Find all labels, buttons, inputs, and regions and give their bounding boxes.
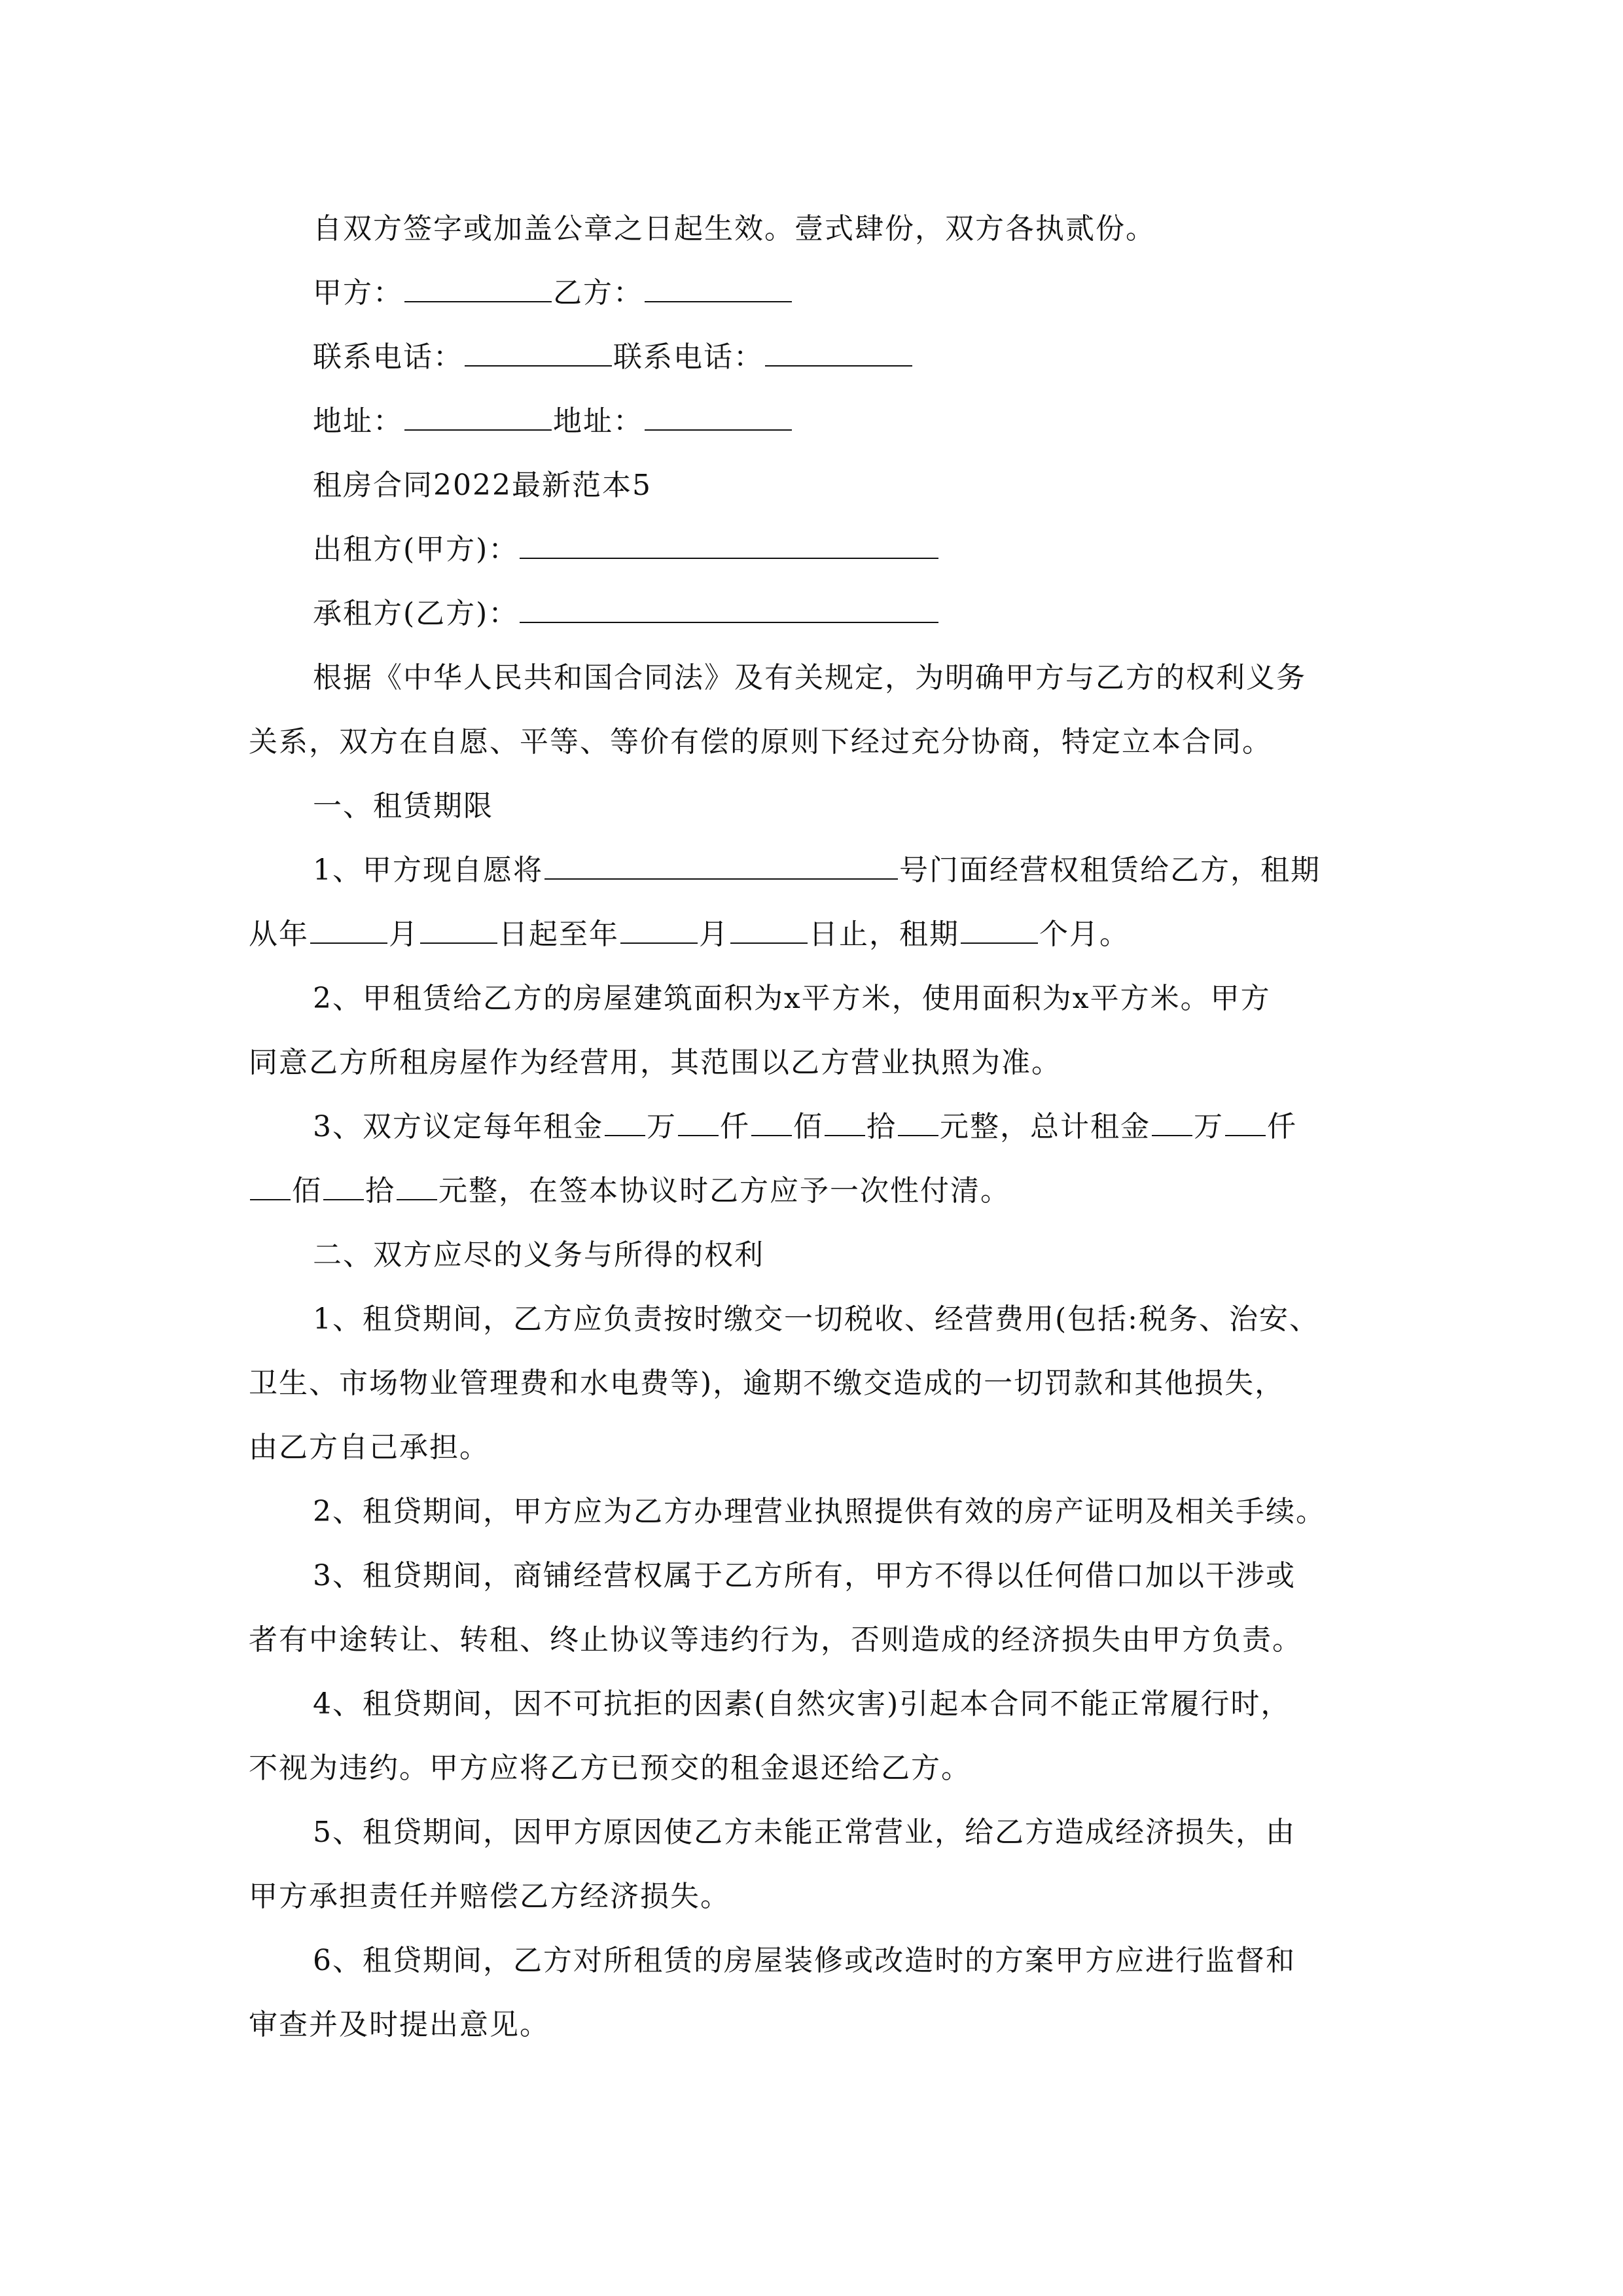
lessee-blank bbox=[520, 594, 938, 623]
section-1-heading: 一、租赁期限 bbox=[313, 789, 493, 823]
start-month-blank bbox=[310, 915, 387, 944]
lessor-blank bbox=[520, 530, 938, 559]
lessee-label: 承租方(乙方)： bbox=[313, 597, 519, 630]
to-year-label: 日起至年 bbox=[499, 918, 619, 951]
clause-1-lead: 1、甲方现自愿将 bbox=[313, 853, 543, 887]
total-qian-blank bbox=[1225, 1107, 1266, 1136]
duty-3-line-2: 者有中途转让、转租、终止协议等违约行为，否则造成的经济损失由甲方负责。 bbox=[249, 1623, 1302, 1657]
phone-b-label: 联系电话： bbox=[613, 340, 764, 374]
contract-title: 租房合同2022最新范本5 bbox=[313, 469, 652, 502]
address-a-label: 地址： bbox=[313, 404, 403, 438]
month-label-2: 月 bbox=[699, 918, 729, 951]
storefront-number-blank bbox=[544, 851, 898, 880]
yuan-total-label: 元整，总计租金 bbox=[940, 1110, 1150, 1143]
party-a-blank bbox=[404, 274, 552, 302]
lessor-label: 出租方(甲方)： bbox=[313, 533, 519, 566]
start-day-blank bbox=[420, 915, 497, 944]
duty-5-line-2: 甲方承担责任并赔偿乙方经济损失。 bbox=[249, 1880, 730, 1913]
phone-a-label: 联系电话： bbox=[313, 340, 463, 374]
party-b-blank bbox=[645, 274, 792, 302]
party-b-label: 乙方： bbox=[553, 276, 643, 310]
phone-b-blank bbox=[765, 338, 912, 367]
duty-4-line-1: 4、租贷期间，因不可抗拒的因素(自然灾害)引起本合同不能正常履行时， bbox=[313, 1687, 1291, 1721]
clause-2-line-1: 2、甲租赁给乙方的房屋建筑面积为x平方米，使用面积为x平方米。甲方 bbox=[313, 982, 1271, 1015]
bai-label: 佰 bbox=[793, 1110, 823, 1143]
effective-clause: 自双方签字或加盖公章之日起生效。壹式肆份，双方各执贰份。 bbox=[313, 212, 1156, 245]
signature-phone-row bbox=[313, 338, 914, 377]
end-month-blank bbox=[620, 915, 698, 944]
duty-2: 2、租贷期间，甲方应为乙方办理营业执照提供有效的房产证明及相关手续。 bbox=[313, 1495, 1326, 1528]
clause-1-line-2 bbox=[249, 915, 1130, 954]
clause-3-line-1 bbox=[313, 1107, 1297, 1147]
rent-shi-blank bbox=[825, 1107, 865, 1136]
total-bai-blank bbox=[250, 1172, 291, 1200]
intro-line-1: 根据《中华人民共和国合同法》及有关规定，为明确甲方与乙方的权利义务 bbox=[313, 661, 1306, 694]
clause-1-line-1 bbox=[313, 851, 1321, 890]
months-label: 个月。 bbox=[1039, 918, 1130, 951]
lessee-row bbox=[313, 594, 940, 634]
duty-3-line-1: 3、租贷期间，商铺经营权属于乙方所有，甲方不得以任何借口加以干涉或 bbox=[313, 1559, 1296, 1592]
rent-yuan-blank bbox=[898, 1107, 938, 1136]
signature-address-row bbox=[313, 402, 793, 441]
qian-label-2: 仟 bbox=[1267, 1110, 1297, 1143]
duty-1-line-2: 卫生、市场物业管理费和水电费等)，逾期不缴交造成的一切罚款和其他损失， bbox=[249, 1367, 1285, 1400]
total-wan-blank bbox=[1152, 1107, 1192, 1136]
shi-label: 拾 bbox=[866, 1110, 897, 1143]
party-a-label: 甲方： bbox=[313, 276, 403, 310]
wan-label: 万 bbox=[647, 1110, 677, 1143]
day-end-label: 日止，租期 bbox=[809, 918, 959, 951]
wan-label-2: 万 bbox=[1194, 1110, 1224, 1143]
intro-line-2: 关系，双方在自愿、平等、等价有偿的原则下经过充分协商，特定立本合同。 bbox=[249, 725, 1272, 759]
duty-6-line-1: 6、租贷期间，乙方对所租赁的房屋装修或改造时的方案甲方应进行监督和 bbox=[313, 1944, 1296, 1977]
yuan-end-label: 元整，在签本协议时乙方应予一次性付清。 bbox=[438, 1174, 1010, 1208]
month-label: 月 bbox=[389, 918, 419, 951]
duty-5-line-1: 5、租贷期间，因甲方原因使乙方未能正常营业，给乙方造成经济损失，由 bbox=[313, 1816, 1296, 1849]
duty-4-line-2: 不视为违约。甲方应将乙方已预交的租金退还给乙方。 bbox=[249, 1751, 971, 1785]
bai-label-2: 佰 bbox=[292, 1174, 322, 1208]
clause-2-line-2: 同意乙方所租房屋作为经营用，其范围以乙方营业执照为准。 bbox=[249, 1046, 1061, 1079]
duty-1-line-1: 1、租贷期间，乙方应负责按时缴交一切税收、经营费用(包括:税务、治安、 bbox=[313, 1302, 1319, 1336]
rent-bai-blank bbox=[751, 1107, 792, 1136]
signature-party-row bbox=[313, 274, 793, 313]
qian-label: 仟 bbox=[720, 1110, 750, 1143]
section-2-heading: 二、双方应尽的义务与所得的权利 bbox=[313, 1238, 764, 1272]
clause-3-lead: 3、双方议定每年租金 bbox=[313, 1110, 603, 1143]
total-shi-blank bbox=[323, 1172, 364, 1200]
clause-3-line-2 bbox=[249, 1172, 1010, 1211]
address-b-label: 地址： bbox=[553, 404, 643, 438]
clause-1-tail: 号门面经营权租赁给乙方，租期 bbox=[899, 853, 1321, 887]
shi-label-2: 拾 bbox=[365, 1174, 395, 1208]
duty-6-line-2: 审查并及时提出意见。 bbox=[249, 2008, 550, 2041]
address-a-blank bbox=[404, 402, 552, 431]
address-b-blank bbox=[645, 402, 792, 431]
duty-1-line-3: 由乙方自己承担。 bbox=[249, 1431, 490, 1464]
rent-wan-blank bbox=[605, 1107, 645, 1136]
from-year-label: 从年 bbox=[249, 918, 309, 951]
term-months-blank bbox=[961, 915, 1038, 944]
lessor-row bbox=[313, 530, 940, 569]
rent-qian-blank bbox=[678, 1107, 719, 1136]
end-day-blank bbox=[730, 915, 808, 944]
total-yuan-blank bbox=[397, 1172, 437, 1200]
phone-a-blank bbox=[465, 338, 612, 367]
